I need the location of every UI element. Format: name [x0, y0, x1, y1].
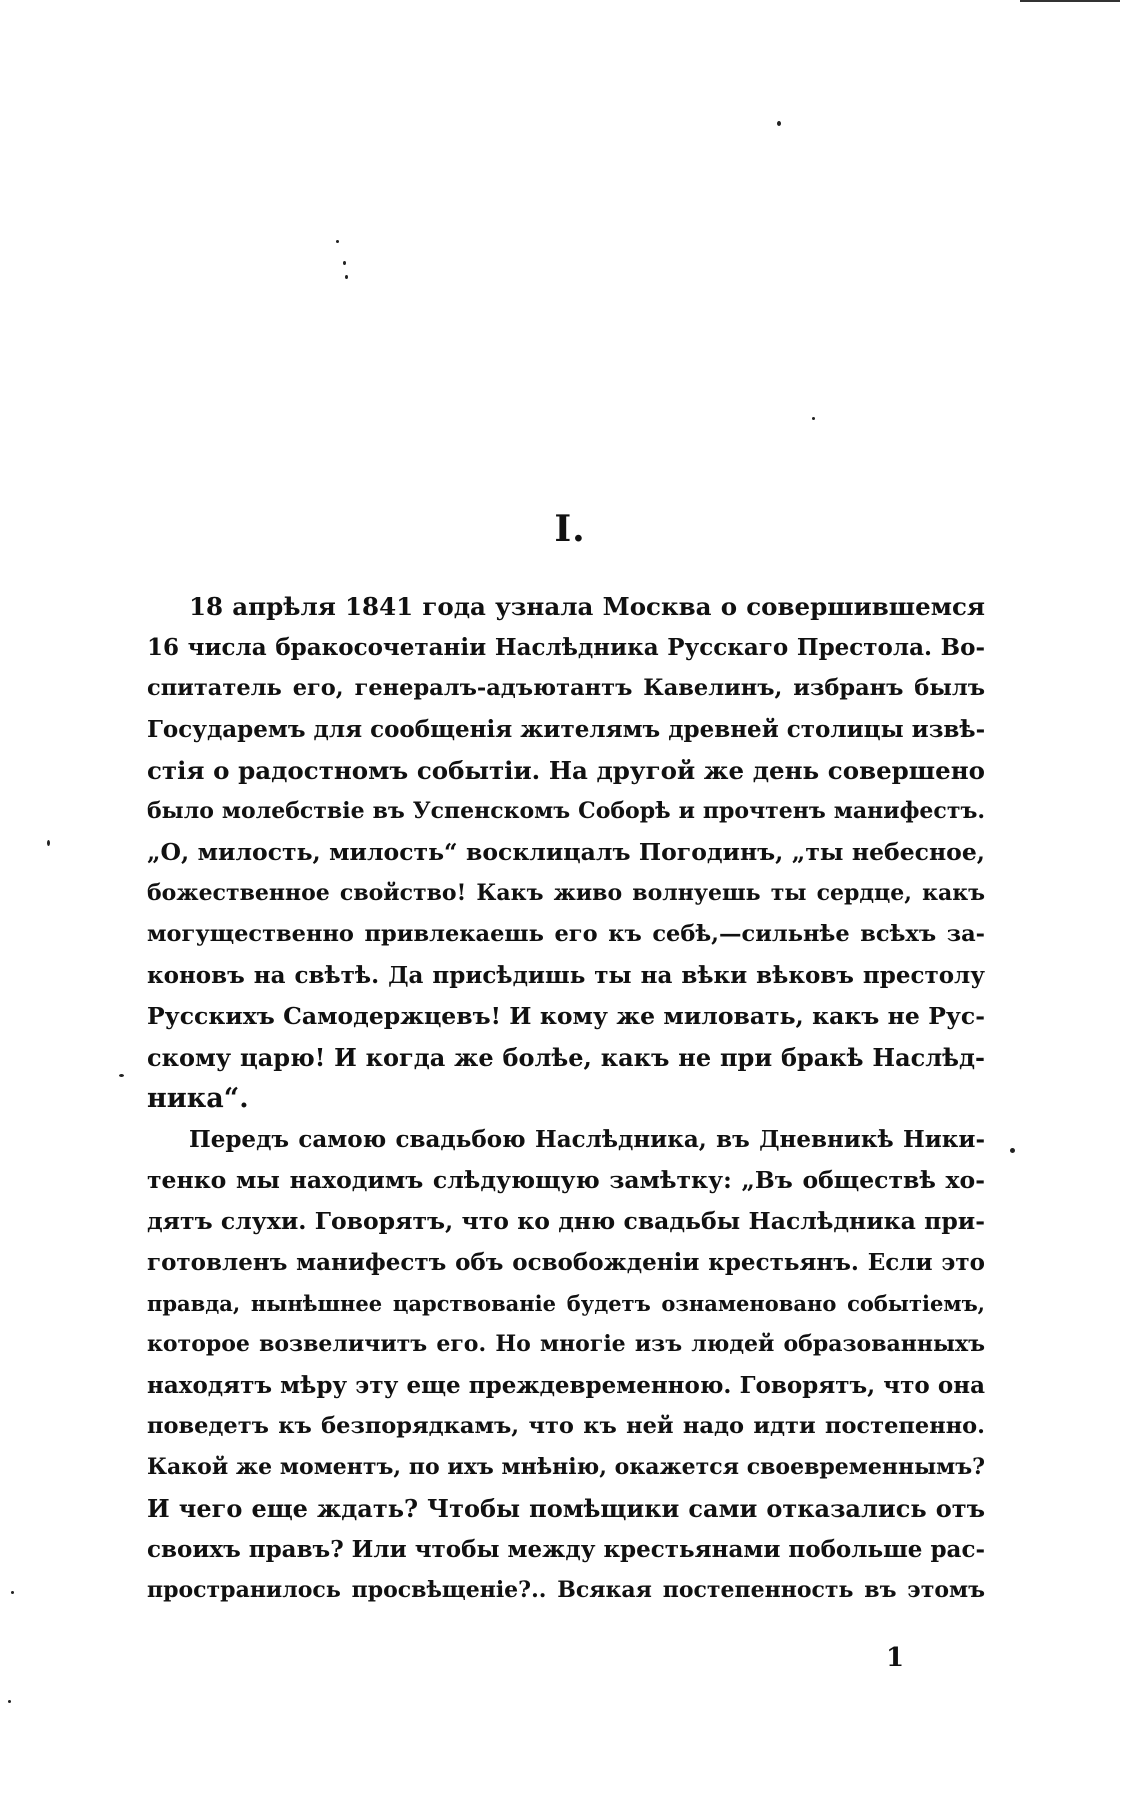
text-line: скому царю! И когда же болѣе, какъ не при бракѣ Наслѣд- [147, 1043, 985, 1072]
scan-speck [812, 417, 815, 420]
scan-speck [336, 240, 339, 243]
text-line: своихъ правъ? Или чтобы между крестьянами побольше рас- [147, 1536, 985, 1563]
text-line: готовленъ манифестъ объ освобожденiи крестьянъ. Если это [147, 1249, 985, 1276]
scan-speck [119, 1074, 124, 1077]
text-line: дятъ слухи. Говорятъ, что ко дню свадьбы Наслѣдника при- [147, 1207, 985, 1235]
scan-speck [8, 1700, 11, 1703]
text-line: пространилось просвѣщенiе?.. Всякая постепенность въ этомъ [147, 1577, 985, 1603]
text-line: Государемъ для сообщенiя жителямъ древней столицы извѣ- [147, 716, 986, 743]
scan-speck [11, 1591, 14, 1594]
text-line: ника“. [147, 1083, 249, 1114]
text-line: И чего еще ждать? Чтобы помѣщики сами отказались отъ [147, 1494, 985, 1523]
scan-speck [343, 261, 346, 265]
text-line: могущественно привлекаешь его къ себѣ,—сильнѣе всѣхъ за- [147, 921, 985, 947]
scan-speck [1010, 1148, 1015, 1153]
paragraph [147, 1119, 985, 1611]
text-line: Передъ самою свадьбою Наслѣдника, въ Дневникѣ Ники- [189, 1126, 985, 1153]
scan-speck [777, 121, 781, 126]
paragraph [147, 586, 985, 1119]
text-line: которое возвеличитъ его. Но многiе изъ людей образованныхъ [147, 1331, 985, 1357]
text-line: Какой же моментъ, по ихъ мнѣнiю, окажется своевременнымъ? [147, 1454, 985, 1480]
text-line: тенко мы находимъ слѣдующую замѣтку: „Въ обществѣ хо- [147, 1166, 985, 1194]
chapter-heading: I. [554, 508, 586, 550]
text-line: божественное свойство! Какъ живо волнуешь ты сердце, какъ [147, 880, 985, 906]
text-line: коновъ на свѣтѣ. Да присѣдишь ты на вѣки вѣковъ престолу [147, 962, 985, 989]
body-text [147, 586, 985, 1611]
text-line: Русскихъ Самодержцевъ! И кому же миловать, какъ не Рус- [147, 1002, 985, 1030]
page-number: 1 [886, 1643, 905, 1673]
header-rule [1020, 0, 1120, 2]
text-line: стiя о радостномъ событiи. На другой же день совершено [147, 756, 985, 785]
text-line: поведетъ къ безпорядкамъ, что къ ней надо идти постепенно. [147, 1413, 985, 1439]
scan-speck [345, 275, 348, 279]
text-line: „О, милость, милость“ восклицалъ Погодинъ, „ты небесное, [147, 838, 985, 866]
text-line: было молебствiе въ Успенскомъ Соборѣ и прочтенъ манифестъ. [147, 798, 985, 824]
text-line: спитатель его, генералъ-адъютантъ Кавелинъ, избранъ былъ [147, 675, 985, 701]
text-line: 16 числа бракосочетанiи Наслѣдника Русскаго Престола. Во- [147, 634, 985, 661]
scan-speck [47, 840, 50, 846]
text-line: находятъ мѣру эту еще преждевременною. Говорятъ, что она [147, 1372, 985, 1399]
text-line: 18 апрѣля 1841 года узнала Москва о совершившемся [189, 592, 985, 621]
text-line: правда, нынѣшнее царствованiе будетъ ознаменовано событiемъ, [147, 1291, 985, 1316]
